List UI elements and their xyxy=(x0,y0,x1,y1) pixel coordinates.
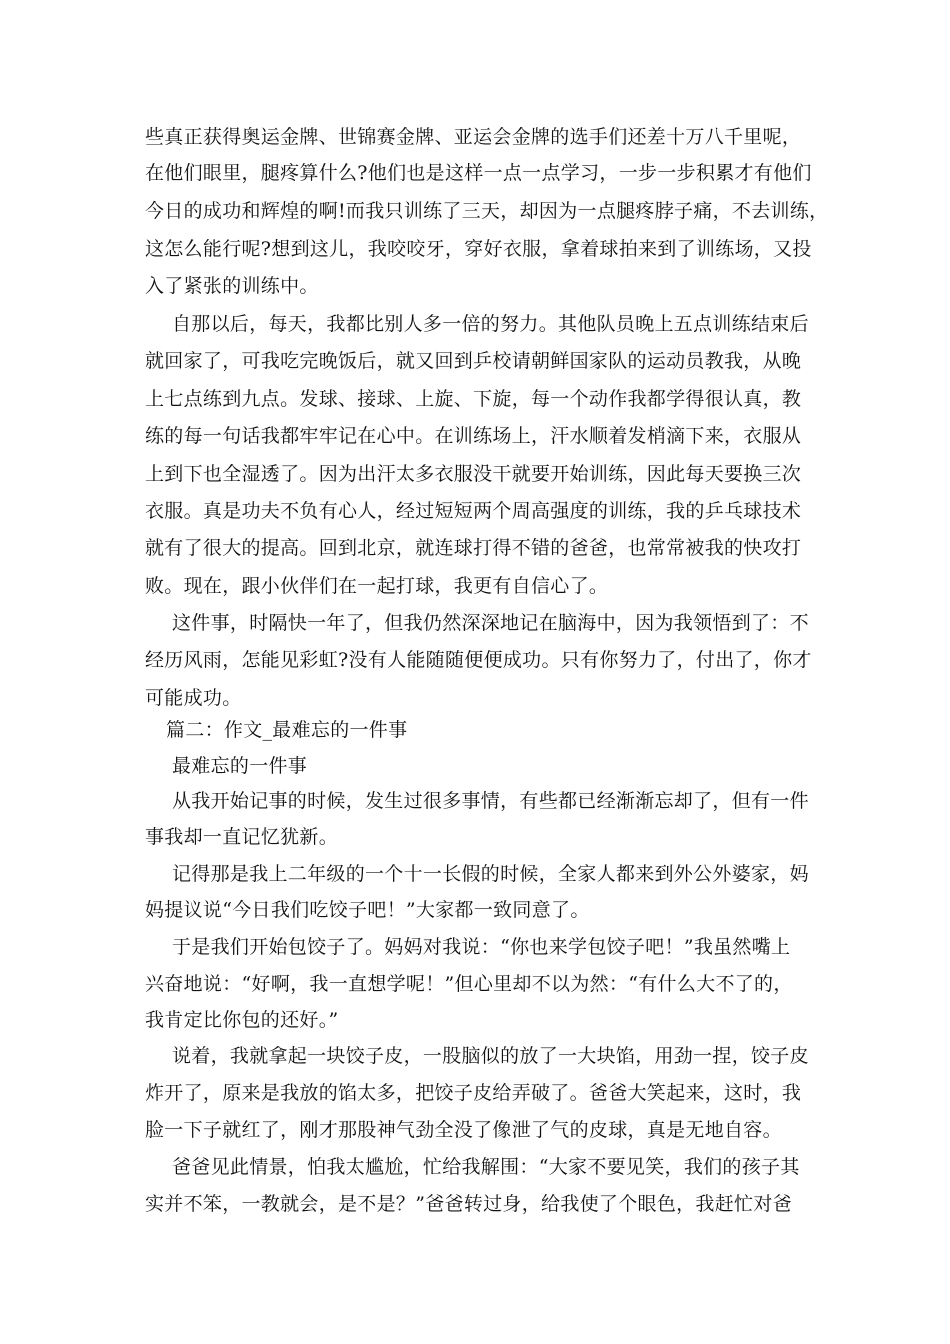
paragraph-line: 就回家了，可我吃完晚饭后，就又回到乒校请朝鲜国家队的运动员教我，从晚 xyxy=(145,350,802,372)
essay-title: 最难忘的一件事 xyxy=(172,755,308,777)
paragraph-line: 上七点练到九点。发球、接球、上旋、下旋，每一个动作我都学得很认真，教 xyxy=(145,388,802,410)
paragraph-line: 些真正获得奥运金牌、世锦赛金牌、亚运会金牌的选手们还差十万八千里呢， xyxy=(145,126,802,148)
paragraph-line: 实并不笨，一教就会，是不是？”爸爸转过身，给我使了个眼色，我赶忙对爸 xyxy=(145,1193,792,1215)
paragraph-line: 衣服。真是功夫不负有心人，经过短短两个周高强度的训练，我的乒乓球技术 xyxy=(145,500,802,522)
paragraph-line: 从我开始记事的时候，发生过很多事情，有些都已经渐渐忘却了，但有一件 xyxy=(172,790,809,812)
paragraph-line: 上到下也全湿透了。因为出汗太多衣服没干就要开始训练，因此每天要换三次 xyxy=(145,463,802,485)
paragraph-line: 败。现在，跟小伙伴们在一起打球，我更有自信心了。 xyxy=(145,575,609,597)
paragraph-line: 可能成功。 xyxy=(145,687,242,709)
paragraph-line: 练的每一句话我都牢牢记在心中。在训练场上，汗水顺着发梢滴下来，衣服从 xyxy=(145,425,802,447)
paragraph-line: 事我却一直记忆犹新。 xyxy=(145,826,339,848)
paragraph-line: 入了紧张的训练中。 xyxy=(145,275,319,297)
paragraph-line: 在他们眼里，腿疼算什么?他们也是这样一点一点学习，一步一步积累才有他们 xyxy=(145,162,812,184)
paragraph-line: 我肯定比你包的还好。” xyxy=(145,1009,339,1031)
paragraph-line: 这怎么能行呢?想到这儿，我咬咬牙，穿好衣服，拿着球拍来到了训练场，又投 xyxy=(145,238,812,260)
paragraph-line: 就有了很大的提高。回到北京，就连球打得不错的爸爸，也常常被我的快攻打 xyxy=(145,537,802,559)
paragraph-line: 今日的成功和辉煌的啊!而我只训练了三天，却因为一点腿疼脖子痛，不去训练， xyxy=(145,200,829,222)
paragraph-line: 自那以后，每天，我都比别人多一倍的努力。其他队员晚上五点训练结束后 xyxy=(172,313,809,335)
paragraph-line: 兴奋地说：“好啊，我一直想学呢！”但心里却不以为然：“有什么大不了的， xyxy=(145,973,793,995)
paragraph-line: 于是我们开始包饺子了。妈妈对我说：“你也来学包饺子吧！”我虽然嘴上 xyxy=(172,936,791,958)
paragraph-line: 经历风雨，怎能见彩虹?没有人能随随便便成功。只有你努力了，付出了，你才 xyxy=(145,649,812,671)
paragraph-line: 脸一下子就红了，刚才那股神气劲全没了像泄了气的皮球，真是无地自容。 xyxy=(145,1119,782,1141)
paragraph-line: 说着，我就拿起一块饺子皮，一股脑似的放了一大块馅，用劲一捏，饺子皮 xyxy=(172,1045,809,1067)
paragraph-line: 这件事，时隔快一年了，但我仍然深深地记在脑海中，因为我领悟到了：不 xyxy=(172,612,809,634)
paragraph-line: 记得那是我上二年级的一个十一长假的时候，全家人都来到外公外婆家，妈 xyxy=(172,863,809,885)
paragraph-line: 爸爸见此情景，怕我太尴尬，忙给我解围：“大家不要见笑，我们的孩子其 xyxy=(172,1156,800,1178)
paragraph-line: 妈提议说“今日我们吃饺子吧！”大家都一致同意了。 xyxy=(145,899,590,921)
paragraph-line: 炸开了，原来是我放的馅太多，把饺子皮给弄破了。爸爸大笑起来，这时，我 xyxy=(145,1082,802,1104)
section-heading: 篇二：作文_最难忘的一件事 xyxy=(166,719,408,741)
